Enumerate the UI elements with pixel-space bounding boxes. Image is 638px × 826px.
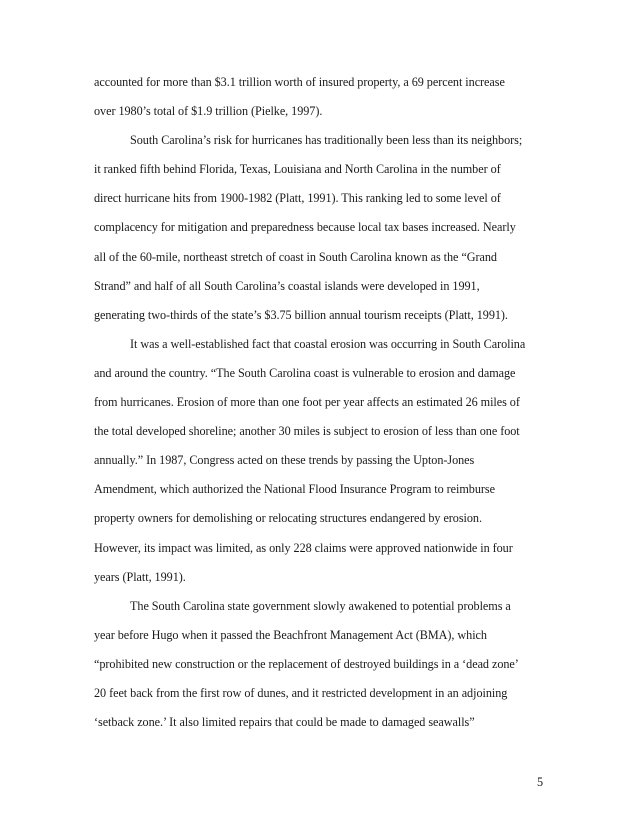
text-line: years (Platt, 1991). xyxy=(94,569,186,584)
text-line: ‘setback zone.’ It also limited repairs that could be made to damaged seawalls” xyxy=(94,715,475,730)
body-text xyxy=(94,68,554,737)
text-line: Strand” and half of all South Carolina’s coastal islands were developed in 1991, xyxy=(94,278,480,293)
text-line: year before Hugo when it passed the Beachfront Management Act (BMA), which xyxy=(94,627,487,642)
text-line: all of the 60-mile, northeast stretch of coast in South Carolina known as the “Grand xyxy=(94,249,497,264)
text-line: South Carolina’s risk for hurricanes has traditionally been less than its neighbors; xyxy=(130,133,523,148)
text-line: 20 feet back from the first row of dunes, and it restricted development in an adjoining xyxy=(94,685,508,700)
text-line: accounted for more than $3.1 trillion worth of insured property, a 69 percent increase xyxy=(94,75,505,89)
text-line: direct hurricane hits from 1900-1982 (Platt, 1991). This ranking led to some level of xyxy=(94,191,501,206)
text-line: over 1980’s total of $1.9 trillion (Pielke, 1997). xyxy=(94,104,323,119)
text-line: The South Carolina state government slowly awakened to potential problems a xyxy=(130,598,511,613)
text-line: complacency for mitigation and preparedness because local tax bases increased. Nearly xyxy=(94,220,516,235)
text-line: “prohibited new construction or the replacement of destroyed buildings in a ‘dead zone’ xyxy=(94,656,519,671)
text-line: it ranked fifth behind Florida, Texas, Louisiana and North Carolina in the number of xyxy=(94,162,501,177)
text-line: However, its impact was limited, as only 228 claims were approved nationwide in four xyxy=(94,540,513,555)
text-line: It was a well-established fact that coastal erosion was occurring in South Carolina xyxy=(130,336,526,351)
text-line: and around the country. “The South Carolina coast is vulnerable to erosion and damage xyxy=(94,365,516,380)
page-number: 5 xyxy=(537,775,544,789)
text-line: Amendment, which authorized the National Flood Insurance Program to reimburse xyxy=(94,482,495,497)
text-line: property owners for demolishing or relocating structures endangered by erosion. xyxy=(94,511,482,526)
text-line: generating two-thirds of the state’s $3.75 billion annual tourism receipts (Platt, 1991). xyxy=(94,307,508,322)
text-line: annually.” In 1987, Congress acted on these trends by passing the Upton-Jones xyxy=(94,453,475,468)
text-line: from hurricanes. Erosion of more than one foot per year affects an estimated 26 miles of xyxy=(94,395,520,410)
text-line: the total developed shoreline; another 30 miles is subject to erosion of less than one foot xyxy=(94,424,520,439)
